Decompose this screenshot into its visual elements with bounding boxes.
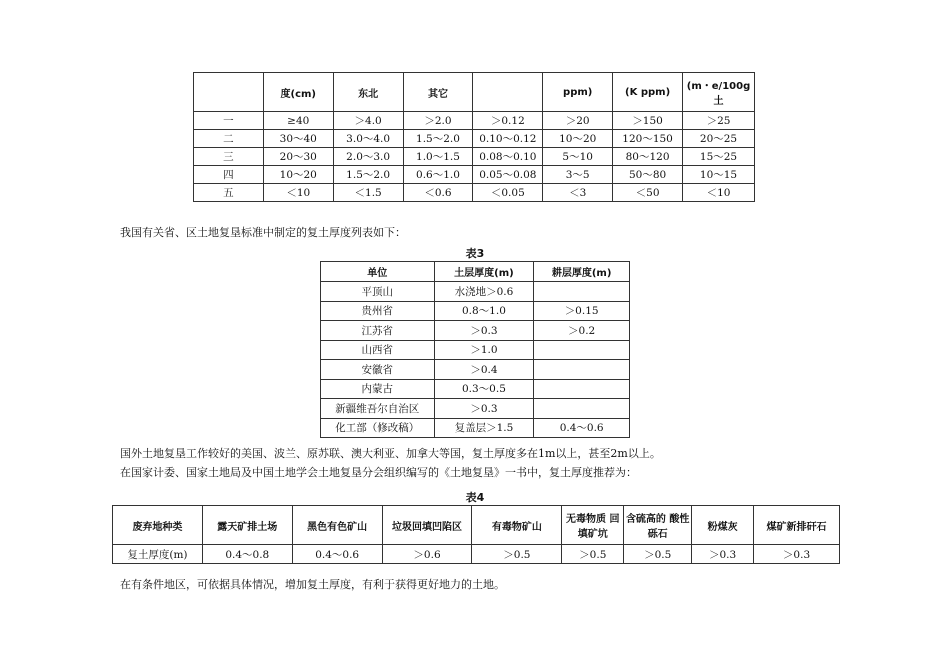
table-cell: ＞2.0 [403,112,473,130]
table-cell: 0.3～0.5 [434,379,534,399]
column-header [473,73,543,112]
table-body [321,282,630,438]
table-cell: 平顶山 [321,282,435,302]
table-body [113,545,840,564]
table-cell: ≥40 [263,112,333,130]
table-row [321,360,630,380]
table-cell: ＜50 [613,184,683,202]
column-header: 煤矿新排矸石 [754,506,840,545]
table-cell [534,282,630,302]
table-cell: 化工部（修改稿） [321,418,435,438]
table-cell: 复土厚度(m) [113,545,203,564]
table-cell: ＜10 [683,184,755,202]
table-cell: 120～150 [613,130,683,148]
table-cell: ＞0.5 [624,545,692,564]
column-header: 废弃地种类 [113,506,203,545]
table-cell: 80～120 [613,148,683,166]
column-header: 无毒物质 回填矿坑 [562,506,624,545]
table-cell: 山西省 [321,340,435,360]
table-cell: 50～80 [613,166,683,184]
table-cell: 0.6～1.0 [403,166,473,184]
table-cell: 0.08～0.10 [473,148,543,166]
table-header [194,73,755,112]
table-cell: 10～20 [263,166,333,184]
column-header [194,73,264,112]
table-cell: 20～30 [263,148,333,166]
table-cell: 0.4～0.8 [202,545,292,564]
table-caption: 表3 [465,247,485,260]
table-cell: ＞0.3 [754,545,840,564]
table-cell [534,399,630,419]
column-header: 东北 [333,73,403,112]
table-cell: 江苏省 [321,321,435,341]
table-row [321,301,630,321]
table-cell: 10～20 [543,130,613,148]
table-cell: 0.05～0.08 [473,166,543,184]
paragraph-text: 在有条件地区，可依据具体情况，增加复土厚度，有利于获得更好地力的土地。 [120,578,505,591]
column-header: 其它 [403,73,473,112]
column-header: 含硫高的 酸性砾石 [624,506,692,545]
table-cell: 安徽省 [321,360,435,380]
column-header: 垃圾回填凹陷区 [382,506,472,545]
table-cell: 贵州省 [321,301,435,321]
column-header: (m・e/100g 土 [683,73,755,112]
table-cell: 3～5 [543,166,613,184]
table-header [321,262,630,282]
table-cell: 三 [194,148,264,166]
table-cell: ＞150 [613,112,683,130]
column-header: 土层厚度(m) [434,262,534,282]
table-row [321,282,630,302]
table-row [113,545,840,564]
table-cell: 一 [194,112,264,130]
table-cell: 0.4～0.6 [292,545,382,564]
table-cell: ＞0.5 [472,545,562,564]
table-cell: 0.8～1.0 [434,301,534,321]
table-row [321,379,630,399]
table-row [321,418,630,438]
table-cell: ＞0.15 [534,301,630,321]
table-cell: ＞0.5 [562,545,624,564]
table-cell: ＜3 [543,184,613,202]
table-cell [534,379,630,399]
column-header: 黑色有色矿山 [292,506,382,545]
table-cell: ＜0.05 [473,184,543,202]
province-standard-table [320,261,630,438]
table-cell: 1.5～2.0 [403,130,473,148]
table-cell: ＜10 [263,184,333,202]
table-cell: 四 [194,166,264,184]
table-cell: 五 [194,184,264,202]
table-row [321,399,630,419]
column-header: 单位 [321,262,435,282]
table-cell: 内蒙古 [321,379,435,399]
table-cell: ＞1.0 [434,340,534,360]
paragraph-text: 我国有关省、区土地复垦标准中制定的复土厚度列表如下： [120,226,406,239]
table-cell [534,360,630,380]
table-row [194,184,755,202]
table-cell: ＞0.3 [692,545,754,564]
table-cell: ＜1.5 [333,184,403,202]
table-header [113,506,840,545]
column-header: (K ppm) [613,73,683,112]
table-cell: 30～40 [263,130,333,148]
table-cell: 1.5～2.0 [333,166,403,184]
table-row [194,130,755,148]
table-cell: ＞0.2 [534,321,630,341]
table-cell: 0.10～0.12 [473,130,543,148]
table-cell: ＞0.6 [382,545,472,564]
column-header: ppm) [543,73,613,112]
table-cell: ＞20 [543,112,613,130]
table-row [194,148,755,166]
soil-grade-table [193,72,755,202]
table-caption: 表4 [465,491,485,504]
paragraph-text: 国外土地复垦工作较好的美国、波兰、原苏联、澳大利亚、加拿大等国，复土厚度多在1m以上，甚至2m以上。 [120,447,661,460]
table-cell: 15～25 [683,148,755,166]
table-cell: ＞25 [683,112,755,130]
table-row [194,166,755,184]
table-cell: 10～15 [683,166,755,184]
table-cell: ＜0.6 [403,184,473,202]
table-row [321,340,630,360]
column-header: 露天矿排土场 [202,506,292,545]
table-cell: 二 [194,130,264,148]
column-header: 耕层厚度(m) [534,262,630,282]
table-row [194,112,755,130]
table-cell: 3.0～4.0 [333,130,403,148]
column-header: 粉煤灰 [692,506,754,545]
table-cell [534,340,630,360]
table-body [194,112,755,202]
table-row [321,321,630,341]
paragraph-text: 在国家计委、国家土地局及中国土地学会土地复垦分会组织编写的《土地复垦》一书中，复土厚度推荐为： [120,466,637,479]
table-cell: ＞0.3 [434,399,534,419]
column-header: 有毒物矿山 [472,506,562,545]
table-cell: 5～10 [543,148,613,166]
table-cell: 2.0～3.0 [333,148,403,166]
recommended-thickness-table [112,505,840,564]
table-cell: 1.0～1.5 [403,148,473,166]
table-cell: 20～25 [683,130,755,148]
table-cell: ＞0.3 [434,321,534,341]
table-cell: 0.4～0.6 [534,418,630,438]
table-cell: 水浇地＞0.6 [434,282,534,302]
column-header: 度(cm) [263,73,333,112]
table-cell: ＞0.4 [434,360,534,380]
table-cell: 新疆维吾尔自治区 [321,399,435,419]
table-cell: 复盖层＞1.5 [434,418,534,438]
table-cell: ＞4.0 [333,112,403,130]
table-cell: ＞0.12 [473,112,543,130]
